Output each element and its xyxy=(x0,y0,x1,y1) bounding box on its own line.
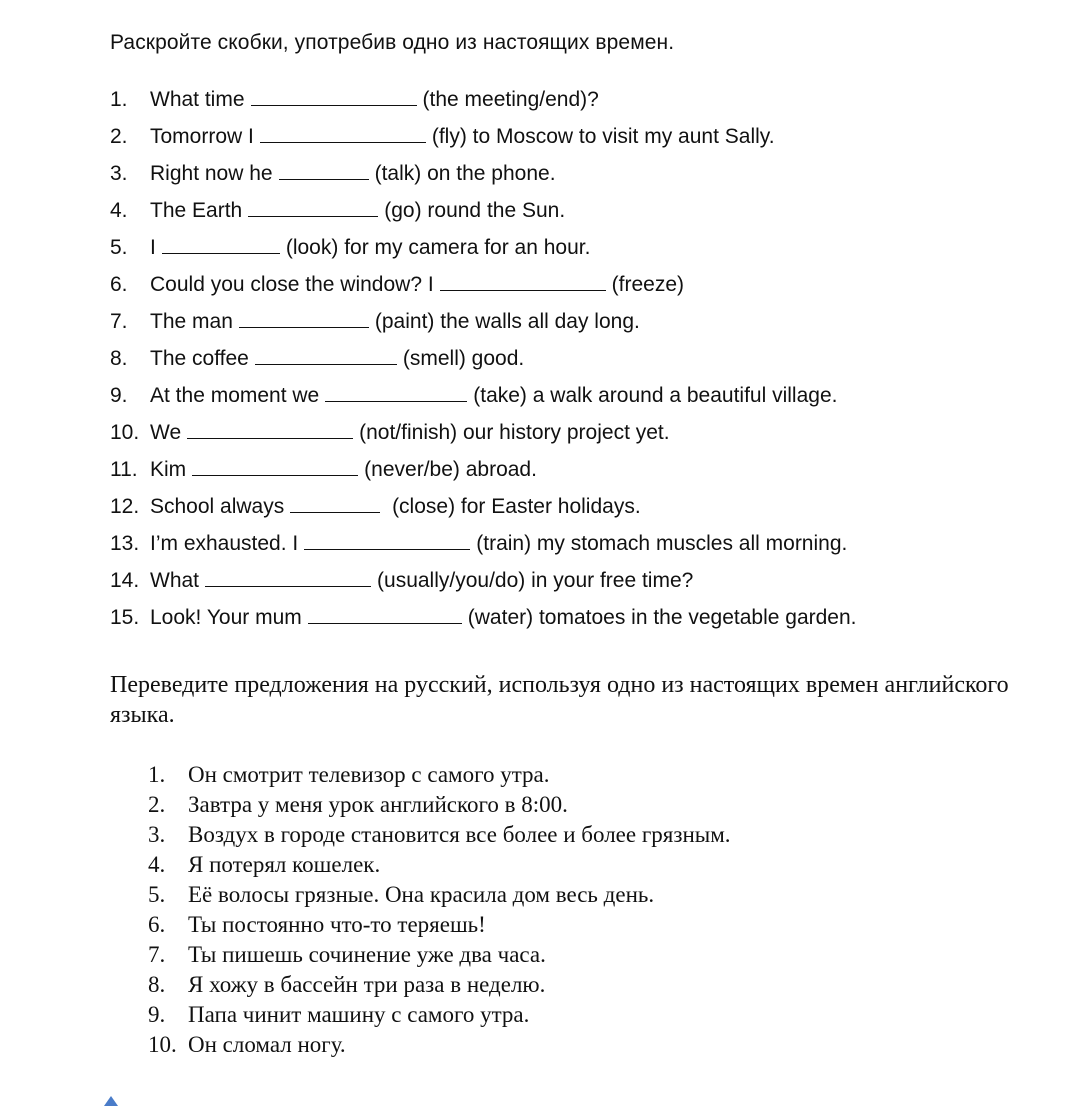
item-number: 10. xyxy=(110,421,140,444)
exercise1-item xyxy=(110,381,1050,418)
exercise2-item xyxy=(148,910,731,940)
item-number: 8. xyxy=(110,347,128,370)
exercise1-item xyxy=(110,196,1050,233)
item-text-after: (usually/you/do) in your free time? xyxy=(377,569,694,592)
exercise1-item xyxy=(110,455,1050,492)
item-text: Я потерял кошелек. xyxy=(188,852,381,877)
answer-blank xyxy=(187,418,353,439)
exercise2-list xyxy=(148,760,731,1060)
exercise1-item xyxy=(110,159,1050,196)
item-text: Папа чинит машину с самого утра. xyxy=(188,1002,530,1027)
exercise1-item xyxy=(110,85,1050,122)
exercise1-item xyxy=(110,233,1050,270)
item-text-after: (not/finish) our history project yet. xyxy=(359,421,670,444)
answer-blank xyxy=(308,603,462,624)
answer-blank xyxy=(255,344,397,365)
item-text: Ты постоянно что-то теряешь! xyxy=(188,912,486,937)
exercise2-item xyxy=(148,880,731,910)
item-number: 5. xyxy=(110,236,128,259)
item-number: 9. xyxy=(148,1002,166,1027)
item-text-before: I’m exhausted. I xyxy=(150,532,299,555)
exercise1-item xyxy=(110,122,1050,159)
item-text: Завтра у меня урок английского в 8:00. xyxy=(188,792,568,817)
item-text-before: The Earth xyxy=(150,199,243,222)
exercise1-item xyxy=(110,307,1050,344)
item-text-before: Could you close the window? I xyxy=(150,273,434,296)
item-text-after: (go) round the Sun. xyxy=(384,199,566,222)
exercise2-instruction: Переведите предложения на русский, используя одно из настоящих времен английского языка. xyxy=(110,672,1009,728)
item-text-before: The coffee xyxy=(150,347,249,370)
item-text-before: Kim xyxy=(150,458,187,481)
item-number: 8. xyxy=(148,972,166,997)
answer-blank xyxy=(290,492,380,513)
item-number: 2. xyxy=(148,792,166,817)
answer-blank xyxy=(192,455,358,476)
item-number: 6. xyxy=(110,273,128,296)
item-number: 12. xyxy=(110,495,140,518)
item-text-before: We xyxy=(150,421,182,444)
exercise2-item xyxy=(148,820,731,850)
item-text-after: (the meeting/end)? xyxy=(422,88,599,111)
item-text-after: (freeze) xyxy=(611,273,685,296)
answer-blank xyxy=(279,159,369,180)
answer-blank xyxy=(248,196,378,217)
item-text-before: What time xyxy=(150,88,245,111)
item-number: 9. xyxy=(110,384,128,407)
item-number: 2. xyxy=(110,125,128,148)
item-text-after: (close) for Easter holidays. xyxy=(386,495,641,518)
item-number: 4. xyxy=(148,852,166,877)
item-text-before: Right now he xyxy=(150,162,273,185)
item-text-before: School always xyxy=(150,495,285,518)
item-number: 6. xyxy=(148,912,166,937)
item-text-after: (water) tomatoes in the vegetable garden. xyxy=(467,606,857,629)
item-text-before: Look! Your mum xyxy=(150,606,302,629)
item-number: 10. xyxy=(148,1032,177,1057)
item-text-after: (talk) on the phone. xyxy=(374,162,556,185)
item-number: 14. xyxy=(110,569,140,592)
cursor-marker-icon xyxy=(104,1096,118,1106)
item-text: Воздух в городе становится все более и более грязным. xyxy=(188,822,731,847)
exercise1-item xyxy=(110,529,1050,566)
item-text-before: The man xyxy=(150,310,233,333)
exercise2-item xyxy=(148,970,731,1000)
answer-blank xyxy=(260,122,426,143)
exercise1-item xyxy=(110,344,1050,381)
item-text-before: Tomorrow I xyxy=(150,125,254,148)
item-text: Ты пишешь сочинение уже два часа. xyxy=(188,942,546,967)
answer-blank xyxy=(304,529,470,550)
item-number: 3. xyxy=(110,162,128,185)
item-text: Её волосы грязные. Она красила дом весь день. xyxy=(188,882,655,907)
item-text-after: (take) a walk around a beautiful village. xyxy=(473,384,838,407)
item-number: 1. xyxy=(148,762,166,787)
item-number: 3. xyxy=(148,822,166,847)
answer-blank xyxy=(239,307,369,328)
item-text: Я хожу в бассейн три раза в неделю. xyxy=(188,972,546,997)
item-text-after: (look) for my camera for an hour. xyxy=(285,236,591,259)
exercise1-item xyxy=(110,418,1050,455)
item-text-after: (smell) good. xyxy=(402,347,525,370)
item-text-after: (paint) the walls all day long. xyxy=(374,310,640,333)
item-text: Он сломал ногу. xyxy=(188,1032,346,1057)
item-text-after: (never/be) abroad. xyxy=(364,458,537,481)
item-text-before: What xyxy=(150,569,200,592)
answer-blank xyxy=(325,381,467,402)
item-text-before: At the moment we xyxy=(150,384,320,407)
item-text: Он смотрит телевизор с самого утра. xyxy=(188,762,550,787)
item-text-before: I xyxy=(150,236,156,259)
exercise1-list xyxy=(110,85,1050,640)
answer-blank xyxy=(251,85,417,106)
exercise2-item xyxy=(148,940,731,970)
exercise1-item xyxy=(110,492,1050,529)
item-number: 5. xyxy=(148,882,166,907)
exercise2-item xyxy=(148,1030,731,1060)
item-number: 15. xyxy=(110,606,140,629)
item-number: 7. xyxy=(110,310,128,333)
item-number: 11. xyxy=(110,458,138,481)
exercise1-item xyxy=(110,270,1050,307)
answer-blank xyxy=(205,566,371,587)
item-text-after: (fly) to Moscow to visit my aunt Sally. xyxy=(431,125,775,148)
exercise2-item xyxy=(148,850,731,880)
item-number: 4. xyxy=(110,199,128,222)
exercise2-item xyxy=(148,1000,731,1030)
exercise2-item xyxy=(148,760,731,790)
answer-blank xyxy=(162,233,280,254)
item-number: 13. xyxy=(110,532,140,555)
exercise1-item xyxy=(110,566,1050,603)
item-number: 1. xyxy=(110,88,128,111)
answer-blank xyxy=(440,270,606,291)
item-text-after: (train) my stomach muscles all morning. xyxy=(476,532,848,555)
exercise1-item xyxy=(110,603,1050,640)
exercise2-item xyxy=(148,790,731,820)
item-number: 7. xyxy=(148,942,166,967)
exercise1-instruction: Раскройте скобки, употребив одно из настоящих времен. xyxy=(110,31,675,54)
